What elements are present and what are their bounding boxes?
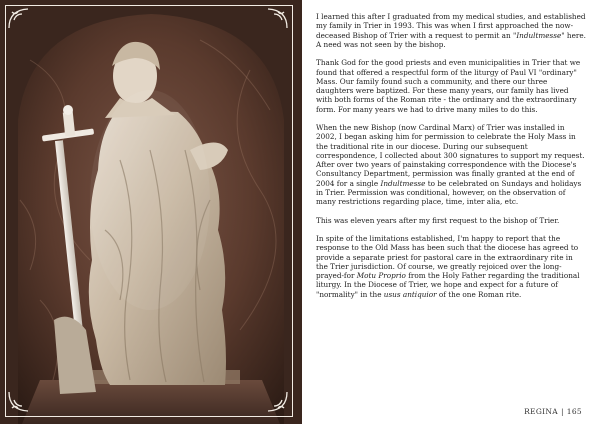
italic-term: Indultmesse — [380, 178, 426, 188]
text-run: to be celebrated on Sundays and holidays in Trier. Permission was conditional, however, on the observation of many restrictions regarding place, time, inter alia, etc. — [316, 178, 582, 206]
text-run: of the one Roman rite. — [436, 289, 522, 299]
text-run: from the Holy Father regarding the traditional liturgy. In the Diocese of Trier, we hope and expect for a future of "normality" in the — [316, 271, 580, 299]
publication-name: REGINA — [524, 407, 558, 416]
text-run: In spite of the limitations established, I'm happy to report that the response to the Old Mass has been such that the diocese has agreed to provide a separate priest for pastoral care in the extraordinary rite in the Trier jurisdiction. Of course, we greatly rejoiced over the long-prayed-for — [316, 234, 579, 280]
article-paragraph — [316, 12, 586, 49]
article-paragraph — [316, 58, 586, 114]
article-body — [316, 12, 586, 308]
article-paragraph — [316, 216, 586, 225]
folio-separator: | — [560, 407, 564, 416]
text-run: " here. A need was not seen by the bishop. — [316, 30, 586, 49]
page-footer — [524, 407, 582, 416]
text-run: When the new Bishop (now Cardinal Marx) of Trier was installed in 2002, I began asking him for permission to celebrate the Holy Mass in the traditional rite in our diocese. During our subsequent correspondence, I collected about 300 signatures to support my request. After over two years of painstaking correspondence with the Diocese's Consultancy Department, permission was finally granted at the end of 2004 for a single — [316, 123, 585, 188]
article-paragraph — [316, 123, 586, 206]
text-run: Thank God for the good priests and even municipalities in Trier that we found that offered a respectful form of the liturgy of Paul VI "ordinary" Mass. Our family found such a community, and there our three daughters were baptized. For these many years, our family has lived with both forms of the Roman rite - the ordinary and the extraordinary form. For many years we had to drive many miles to do this. — [316, 58, 581, 114]
italic-term: usus antiquior — [383, 289, 437, 299]
italic-term: Motu Proprio — [356, 271, 406, 280]
page-number: 165 — [566, 407, 582, 416]
article-paragraph — [316, 234, 586, 299]
italic-term: Indultmesse — [516, 30, 562, 40]
text-run: This was eleven years after my first request to the bishop of Trier. — [316, 215, 560, 225]
text-run: I learned this after I graduated from my medical studies, and established my family in Trier in 1993. This was when I first approached the now-deceased Bishop of Trier with a request to permit an " — [316, 12, 586, 40]
